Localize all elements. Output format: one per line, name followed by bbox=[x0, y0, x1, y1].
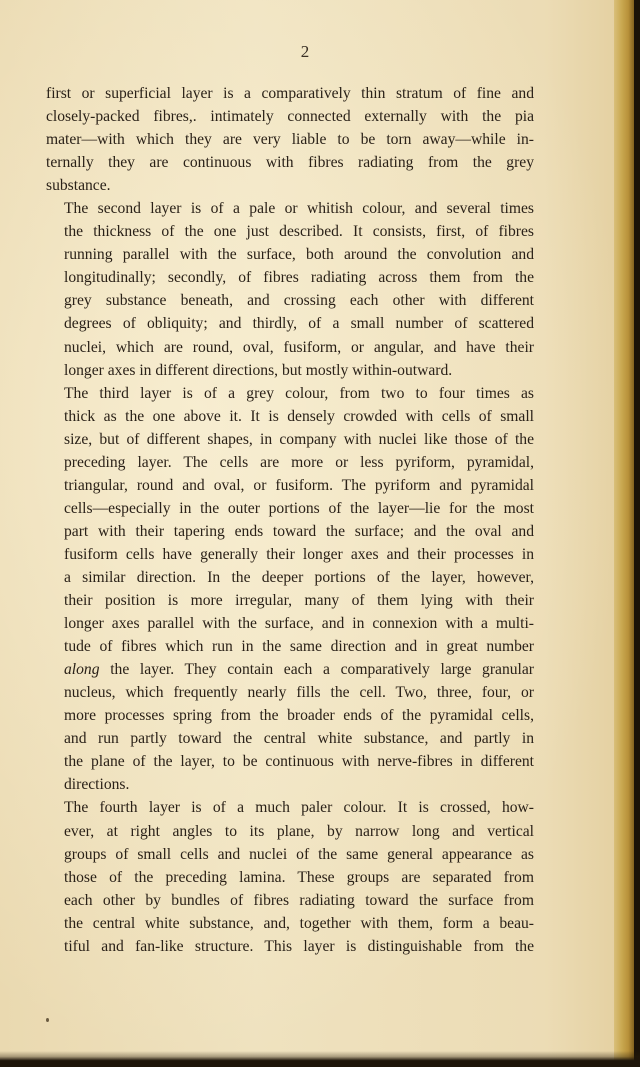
bottom-shadow bbox=[0, 1051, 640, 1067]
text-line: the thickness of the one just described. It consists, first, of fibres bbox=[64, 223, 534, 241]
paragraph bbox=[46, 82, 534, 197]
body-text bbox=[46, 82, 534, 958]
emphasis: along bbox=[64, 661, 100, 679]
text-line: first or superficial layer is a comparatively thin stratum of fine and bbox=[46, 85, 534, 102]
text-line: longer axes parallel with the surface, and in connexion with a multi- bbox=[64, 615, 534, 633]
text-line: part with their tapering ends toward the surface; and the oval and bbox=[64, 522, 534, 540]
text-line: thick as the one above it. It is densely crowded with cells of small bbox=[64, 407, 534, 425]
text-line: more processes spring from the broader ends of the pyramidal cells, bbox=[64, 707, 534, 725]
ink-fleck bbox=[46, 1018, 49, 1022]
text-line: along the layer. They contain each a comparatively large granular bbox=[64, 661, 534, 679]
text-line: their position is more irregular, many of them lying with their bbox=[64, 592, 534, 610]
text-line: triangular, round and oval, or fusiform. The pyriform and pyramidal bbox=[64, 476, 534, 494]
text-line: closely-packed fibres,. intimately connected externally with the pia bbox=[46, 108, 534, 126]
text-line: longer axes in different directions, but mostly within-outward. bbox=[64, 361, 453, 379]
text-line: tiful and fan-like structure. This layer is distinguishable from the bbox=[64, 937, 534, 955]
text-line: and run partly toward the central white substance, and partly in bbox=[64, 730, 534, 748]
page-number: 2 bbox=[300, 42, 310, 61]
text-line: mater—with which they are very liable to be torn away—while in- bbox=[46, 131, 534, 149]
text-line: size, but of different shapes, in company with nuclei like those of the bbox=[64, 430, 534, 448]
text-line: ever, at right angles to its plane, by narrow long and vertical bbox=[64, 822, 534, 840]
text-line: The fourth layer is of a much paler colour. It is crossed, how- bbox=[64, 799, 534, 817]
text-line: fusiform cells have generally their longer axes and their processes in bbox=[64, 545, 534, 563]
text-line: preceding layer. The cells are more or less pyriform, pyramidal, bbox=[64, 453, 534, 471]
text-line: the plane of the layer, to be continuous with nerve-fibres in different bbox=[64, 753, 534, 771]
text-line: longitudinally; secondly, of fibres radiating across them from the bbox=[64, 269, 534, 287]
paragraph bbox=[46, 382, 534, 797]
text-line: groups of small cells and nuclei of the same general appearance as bbox=[64, 845, 534, 863]
text-line: a similar direction. In the deeper portions of the layer, however, bbox=[64, 568, 534, 586]
text-line: those of the preceding lamina. These groups are separated from bbox=[64, 868, 534, 886]
text-line: cells—especially in the outer portions of the layer—lie for the most bbox=[64, 499, 534, 517]
text-line: The third layer is of a grey colour, from two to four times as bbox=[64, 384, 534, 402]
text-line: tude of fibres which run in the same direction and in great number bbox=[64, 638, 534, 656]
text-line: The second layer is of a pale or whitish colour, and several times bbox=[64, 200, 534, 218]
paragraph bbox=[46, 197, 534, 381]
text-line: nuclei, which are round, oval, fusiform, or angular, and have their bbox=[64, 338, 534, 356]
binding-shadow bbox=[634, 0, 640, 1067]
text-line: degrees of obliquity; and thirdly, of a small number of scattered bbox=[64, 315, 534, 333]
text-line: ternally they are continuous with fibres radiating from the grey bbox=[46, 154, 534, 172]
text-line: grey substance beneath, and crossing each other with different bbox=[64, 292, 534, 310]
page-edge bbox=[614, 0, 640, 1067]
paragraph bbox=[46, 796, 534, 957]
text-line: directions. bbox=[64, 776, 130, 794]
text-line: each other by bundles of fibres radiating toward the surface from bbox=[64, 891, 534, 909]
text-line: substance. bbox=[46, 177, 111, 195]
text-line: nucleus, which frequently nearly fills the cell. Two, three, four, or bbox=[64, 684, 534, 702]
text-line: running parallel with the surface, both around the convolution and bbox=[64, 246, 534, 264]
text-line: the central white substance, and, together with them, form a beau- bbox=[64, 914, 534, 932]
